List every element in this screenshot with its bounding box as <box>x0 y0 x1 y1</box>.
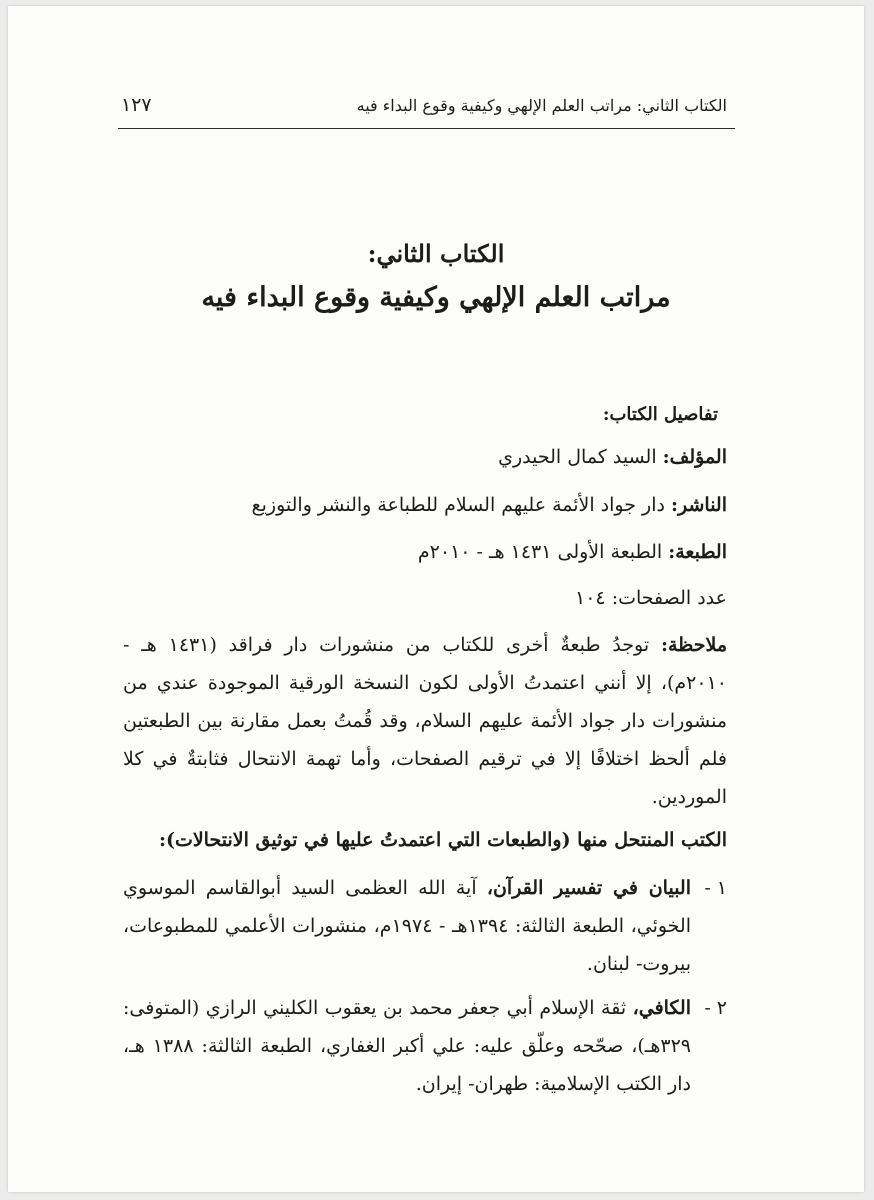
publisher-line <box>252 494 728 516</box>
source-item-title: الكافي، <box>632 997 691 1019</box>
source-item <box>123 869 727 983</box>
header-rule <box>118 128 735 129</box>
page-number: ١٢٧ <box>121 94 152 116</box>
note-text: توجدُ طبعةٌ أخرى للكتاب من منشورات دار فراقد (١٤٣١ هـ - ٢٠١٠م)، إلا أنني اعتمدتُ الأولى لكون النسخة الورقية الموجودة عندي من منشورات دار جواد الأئمة عليهم السلام، وقد قُمتُ بعمل مقارنة بين الطبعتين فلم ألحظ اختلافًا إلا في ترقيم الصفحات، وأما تهمة الانتحال فثابتةٌ في كلا الموردين. <box>123 634 727 808</box>
publisher-value: دار جواد الأئمة عليهم السلام للطباعة والنشر والتوزيع <box>251 494 671 516</box>
sources-heading: الكتب المنتحل منها (والطبعات التي اعتمدتُ عليها في توثيق الانتحالات): <box>158 829 727 851</box>
running-header-title: الكتاب الثاني: مراتب العلم الإلهي وكيفية وقوع البداء فيه <box>356 96 727 115</box>
source-item-number: ٢ - <box>704 997 727 1019</box>
page-count-line <box>575 587 727 609</box>
author-label: المؤلف: <box>662 446 727 468</box>
source-item-text: آية الله العظمى السيد أبوالقاسم الموسوي الخوئي، الطبعة الثالثة: ١٣٩٤هـ - ١٩٧٤م، منشورات الأعلمي للمطبوعات، بيروت- لبنان. <box>123 877 691 975</box>
author-line <box>498 446 727 468</box>
edition-line <box>418 541 727 563</box>
page-count-label: عدد الصفحات: <box>611 587 727 609</box>
source-item-body <box>123 869 691 983</box>
source-item-text: ثقة الإسلام أبي جعفر محمد بن يعقوب الكليني الرازي (المتوفى: ٣٢٩هـ)، صحّحه وعلّق عليه: علي أكبر الغفاري، الطبعة الثالثة: ١٣٨٨ هـ، دار الكتب الإسلامية: طهران- إيران. <box>123 997 691 1095</box>
author-value: السيد كمال الحيدري <box>498 446 663 468</box>
publisher-label: الناشر: <box>670 494 727 516</box>
source-item-number: ١ - <box>704 877 727 899</box>
page-count-value: ١٠٤ <box>575 587 612 609</box>
chapter-title-line-2: مراتب العلم الإلهي وكيفية وقوع البداء فيه <box>201 282 671 313</box>
source-item-body <box>123 989 691 1103</box>
chapter-title-line-1: الكتاب الثاني: <box>367 239 505 268</box>
source-item <box>123 989 727 1103</box>
note-paragraph <box>123 626 727 816</box>
edition-label: الطبعة: <box>668 541 727 563</box>
source-item-title: البيان في تفسير القرآن، <box>486 877 691 899</box>
book-details-heading: تفاصيل الكتاب: <box>602 404 718 425</box>
book-page <box>8 6 864 1192</box>
note-label: ملاحظة: <box>660 634 727 656</box>
edition-value: الطبعة الأولى ١٤٣١ هـ - ٢٠١٠م <box>417 541 669 563</box>
